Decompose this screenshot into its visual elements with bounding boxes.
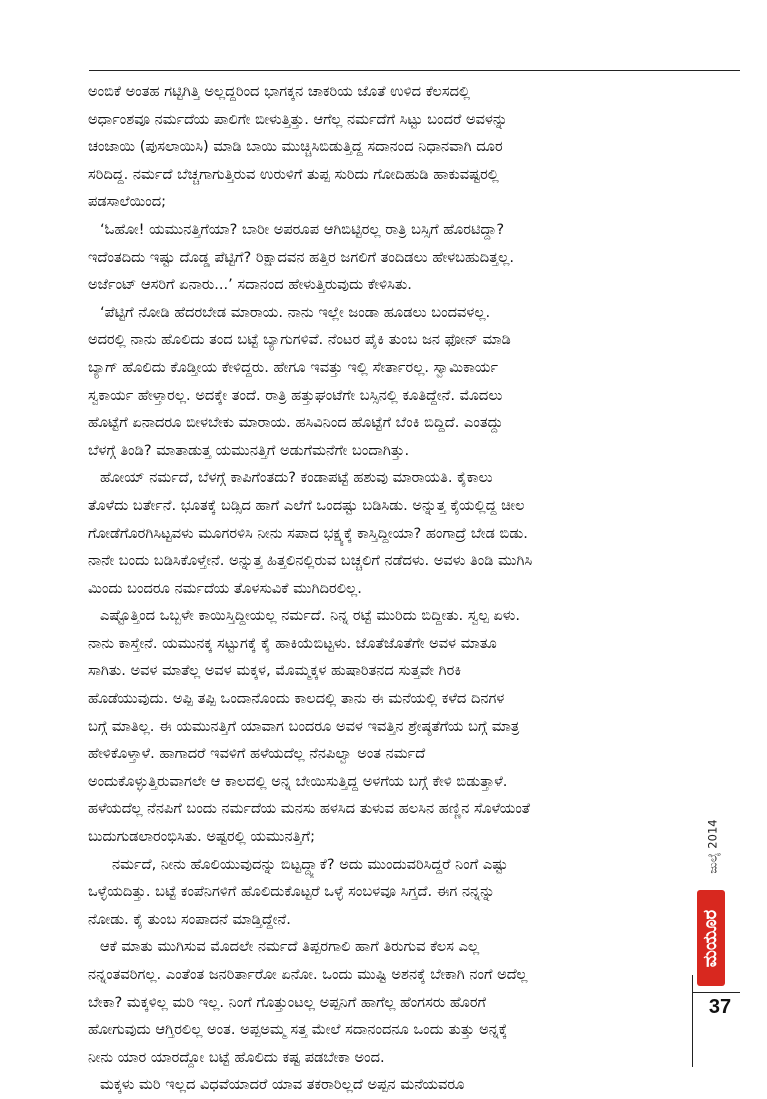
text-line: ಹೊಟ್ಟೆಗೆ ಏನಾದರೂ ಬೀಳಬೇಕು ಮಾರಾಯ. ಹಸಿವಿನಿಂದ ಹೊಟ್ಟೆಗೆ ಬೆಂಕಿ ಬಿದ್ದಿದೆ. ಎಂತದ್ದು <box>88 414 503 432</box>
text-line: ಚಂಜಾಯಿ (ಪುಸಲಾಯಿಸಿ) ಮಾಡಿ ಬಾಯಿ ಮುಚ್ಚಿಸಿಬಿಡುತ್ತಿದ್ದ ಸದಾನಂದ ನಿಧಾನವಾಗಿ ದೂರ <box>88 138 503 156</box>
text-line: ಒಳ್ಳೆಯದಿತ್ತು. ಬಟ್ಟೆ ಕಂಪೆನಿಗಳಿಗೆ ಹೊಲಿದುಕೊಟ್ಟರೆ ಒಳ್ಳೆ ಸಂಬಳವೂ ಸಿಗ್ತದೆ. ಈಗ ನನ್ನನ್ನು <box>88 883 495 901</box>
text-line: ಸ್ವಕಾರ್ಯ ಹೇಳ್ತಾರಲ್ಲ. ಅದಕ್ಕೇ ತಂದೆ. ರಾತ್ರಿ ಹತ್ತುಘಂಟೆಗೇ ಬಸ್ಸಿನಲ್ಲಿ ಕೂತಿದ್ದೇನೆ. ಮೊದಲು <box>88 386 503 404</box>
text-line: ಹೋಗುವುದು ಆಗ್ತಿರಲಿಲ್ಲ ಅಂತ. ಅಪ್ಪಅಮ್ಮ ಸತ್ತ ಮೇಲೆ ಸದಾನಂದನೂ ಒಂದು ತುತ್ತು ಅನ್ನಕ್ಕೆ <box>88 1021 508 1039</box>
text-line: ಹೇಳಿಕೊಳ್ತಾಳೆ. ಹಾಗಾದರೆ ಇವಳಿಗೆ ಹಳೆಯದೆಲ್ಲ ನೆನಪಿಲ್ವಾ ಅಂತ ನರ್ಮದೆ <box>88 745 426 763</box>
text-line: ‘ಓಹೋ! ಯಮುನತ್ತಿಗೆಯಾ? ಬಾರೀ ಅಪರೂಪ ಆಗಿಬಿಟ್ಟಿರಲ್ಲ ರಾತ್ರಿ ಬಸ್ಸಿಗೆ ಹೊರಟಿದ್ದಾ? <box>100 220 505 238</box>
magazine-footer <box>697 800 733 986</box>
text-line: ಗೋಡೆಗೊರಗಿಸಿಟ್ಟವಳು ಮೂಗರಳಿಸಿ ನೀನು ಸಪಾದ ಭಕ್ಷ್ಯಕ್ಕೆ ಕಾಸ್ತಿದ್ದೀಯಾ? ಹಂಗಾದ್ರೆ ಬೇಡ ಬಿಡು. <box>88 524 528 542</box>
text-line: ಸರಿದಿದ್ದ. ನರ್ಮದೆ ಬೆಚ್ಚಗಾಗುತ್ತಿರುವ ಉರುಳಿಗೆ ತುಪ್ಪ ಸುರಿದು ಗೋದಿಹುಡಿ ಹಾಕುವಷ್ಟರಲ್ಲಿ <box>88 165 499 183</box>
text-line: ಮಕ್ಕಳು ಮರಿ ಇಲ್ಲದ ವಿಧವೆಯಾದರೆ ಯಾವ ತಕರಾರಿಲ್ಲದೆ ಅಪ್ಪನ ಮನೆಯವರೂ <box>100 1076 465 1094</box>
text-line: ಇದೆಂತದಿದು ಇಷ್ಟು ದೊಡ್ಡ ಪೆಟ್ಟಿಗೆ? ರಿಕ್ಷಾದವನ ಹತ್ತಿರ ಜಗಲಿಗೆ ತಂದಿಡಲು ಹೇಳಬಹುದಿತ್ತಲ್ಲ. <box>88 248 515 266</box>
issue-date-text: ಜುಲೈ 2014 <box>705 818 720 874</box>
magazine-logo-text: ಮಯೂರ <box>700 909 722 967</box>
text-line: ಹೋಯ್ ನರ್ಮದೆ, ಬೆಳಗ್ಗೆ ಕಾಪಿಗೆಂತದು? ಕಂಡಾಪಟ್ಟೆ ಹಶುವು ಮಾರಾಯತಿ. ಕೈಕಾಲು <box>100 469 493 487</box>
text-line: ನನ್ನಂತವರಿಗಲ್ಲ. ಎಂತೆಂತ ಜನರಿರ್ತಾರೋ ಏನೋ. ಒಂದು ಮುಷ್ಟಿ ಅಶನಕ್ಕೆ ಬೇಕಾಗಿ ನಂಗೆ ಅದೆಲ್ಲ <box>88 966 528 983</box>
text-line: ಎಷ್ಟೊತ್ತಿಂದ ಒಬ್ಬಳೇ ಕಾಯಿಸ್ತಿದ್ದೀಯಲ್ಲ ನರ್ಮದೆ. ನಿನ್ನ ರಟ್ಟೆ ಮುರಿದು ಬಿದ್ದೀತು. ಸ್ವಲ್ಪ ಏಳು. <box>100 607 521 625</box>
text-line: ಮಿಂದು ಬಂದರೂ ನರ್ಮದೆಯ ತೊಳಸುವಿಕೆ ಮುಗಿದಿರಲಿಲ್ಲ. <box>88 579 362 597</box>
text-line: ಅಂಬಿಕೆ ಅಂತಹ ಗಟ್ಟಿಗಿತ್ತಿ ಅಲ್ಲದ್ದರಿಂದ ಭಾಗಕ್ಕನ ಚಾಕರಿಯ ಜೊತೆ ಉಳಿದ ಕೆಲಸದಲ್ಲಿ <box>88 83 471 100</box>
text-line: ಆಕೆ ಮಾತು ಮುಗಿಸುವ ಮೊದಲೇ ನರ್ಮದೆ ತಿಪ್ಪರಗಾಲಿ ಹಾಗೆ ತಿರುಗುವ ಕೆಲಸ ಎಲ್ಲ <box>100 938 480 956</box>
text-line: ಅಂದುಕೊಳ್ಳುತ್ತಿರುವಾಗಲೇ ಆ ಕಾಲದಲ್ಲಿ ಅನ್ನ ಬೇಯಿಸುತ್ತಿದ್ದ ಅಳಗೆಯ ಬಗ್ಗೆ ಕೇಳಿ ಬಿಡುತ್ತಾಳೆ. <box>88 772 508 790</box>
footer-vertical-rule <box>692 975 693 1067</box>
text-line: ಬ್ಯಾಗ್ ಹೊಲಿದು ಕೊಡ್ತೀಯ ಕೇಳಿದ್ದರು. ಹೇಗೂ ಇವತ್ತು ಇಲ್ಲಿ ಸೇರ್ತಾರಲ್ಲ. ಸ್ವಾಮಿಕಾರ್ಯ <box>88 358 499 376</box>
text-line: ಸಾಗಿತು. ಅವಳ ಮಾತೆಲ್ಲ ಅವಳ ಮಕ್ಕಳ, ಮೊಮ್ಮಕ್ಕಳ ಹುಷಾರಿತನದ ಸುತ್ತವೇ ಗಿರಕಿ <box>88 662 462 680</box>
text-line: ‘ಪೆಟ್ಟಿಗೆ ನೋಡಿ ಹೆದರಬೇಡ ಮಾರಾಯ. ನಾನು ಇಲ್ಲೇ ಜಂಡಾ ಹೂಡಲು ಬಂದವಳಲ್ಲ. <box>100 303 491 321</box>
text-line: ಬೆಳಗ್ಗೆ ತಿಂಡಿ? ಮಾತಾಡುತ್ತ ಯಮುನತ್ತಿಗೆ ಅಡುಗೆಮನೆಗೇ ಬಂದಾಗಿತ್ತು. <box>88 441 410 459</box>
page-number: 37 <box>708 996 732 1018</box>
text-line: ಅರ್ಧಾಂಶವೂ ನರ್ಮದೆಯ ಪಾಲಿಗೇ ಬೀಳುತ್ತಿತ್ತು. ಆಗೆಲ್ಲ ನರ್ಮದೆಗೆ ಸಿಟ್ಟು ಬಂದರೆ ಅವಳನ್ನು <box>88 110 508 128</box>
issue-date <box>703 804 723 888</box>
text-line: ಹೊಡೆಯುವುದು. ಅಪ್ಪಿ ತಪ್ಪಿ ಒಂದಾನೊಂದು ಕಾಲದಲ್ಲಿ ತಾನು ಈ ಮನೆಯಲ್ಲಿ ಕಳೆದ ದಿನಗಳ <box>88 690 505 708</box>
text-line: ಬಗ್ಗೆ ಮಾತಿಲ್ಲ. ಈ ಯಮುನತ್ತಿಗೆ ಯಾವಾಗ ಬಂದರೂ ಅವಳ ಇವತ್ತಿನ ಶ್ರೇಷ್ಠತೆಗೆಯ ಬಗ್ಗೆ ಮಾತ್ರ <box>88 717 520 735</box>
footer-horizontal-rule <box>692 992 740 993</box>
text-line: ಬುದುಗುಡಲಾರಂಭಿಸಿತು. ಅಷ್ಟರಲ್ಲಿ ಯಮುನತ್ತಿಗೆ; <box>88 828 316 846</box>
magazine-logo <box>697 890 725 986</box>
text-line: ನರ್ಮದೆ, ನೀನು ಹೊಲಿಯುವುದನ್ನು ಬಿಟ್ಟದ್ದ್ಯಾಕೆ? ಅದು ಮುಂದುವರಿಸಿದ್ದರೆ ನಿಂಗೆ ಎಷ್ಟು <box>112 855 508 873</box>
text-line: ಹಳೆಯದೆಲ್ಲ ನೆನಪಿಗೆ ಬಂದು ನರ್ಮದೆಯ ಮನಸು ಹಳಸಿದ ತುಳುವ ಹಲಸಿನ ಹಣ್ಣಿನ ಸೊಳೆಯಂತೆ <box>88 800 531 818</box>
text-line: ತೊಳೆದು ಬರ್ತೇನೆ. ಭೂತಕ್ಕೆ ಬಡ್ಸಿದ ಹಾಗೆ ಎಲೆಗೆ ಒಂದಷ್ಟು ಬಡಿಸಿಡು. ಅನ್ನುತ್ತ ಕೈಯಲ್ಲಿದ್ದ ಚೀಲ <box>88 496 525 514</box>
top-rule <box>89 70 740 71</box>
story-text-column <box>88 78 686 1099</box>
text-line: ನಾನೇ ಬಂದು ಬಡಿಸಿಕೊಳ್ತೇನೆ. ಅನ್ನುತ್ತ ಹಿತ್ತಲಿನಲ್ಲಿರುವ ಬಚ್ಚಲಿಗೆ ನಡೆದಳು. ಅವಳು ತಿಂಡಿ ಮುಗಿಸಿ <box>88 552 533 570</box>
text-line: ನೋಡು. ಕೈ ತುಂಬ ಸಂಪಾದನೆ ಮಾಡ್ತಿದ್ದೇನೆ. <box>88 910 291 928</box>
text-line: ಅರ್ಜೆಂಟ್ ಆಸರಿಗೆ ಏನಾರು...’ ಸದಾನಂದ ಹೇಳುತ್ತಿರುವುದು ಕೇಳಿಸಿತು. <box>88 276 412 294</box>
text-line: ಅದರಲ್ಲಿ ನಾನು ಹೊಲಿದು ತಂದ ಬಟ್ಟೆ ಬ್ಯಾಗುಗಳಿವೆ. ನೆಂಟರ ಪೈಕಿ ತುಂಬ ಜನ ಫೋನ್ ಮಾಡಿ <box>88 331 511 349</box>
text-line: ನೀನು ಯಾರ ಯಾರದ್ದೋ ಬಟ್ಟೆ ಹೊಲಿದು ಕಷ್ಟ ಪಡಬೇಕಾ ಅಂದ. <box>88 1048 385 1066</box>
text-line: ನಾನು ಕಾಸ್ತೇನೆ. ಯಮುನಕ್ಕ ಸಟ್ಟುಗಕ್ಕೆ ಕೈ ಹಾಕಿಯೆಬಿಟ್ಟಳು. ಜೊತೆಜೊತೆಗೇ ಅವಳ ಮಾತೂ <box>88 634 497 652</box>
text-line: ಬೇಕಾ? ಮಕ್ಕಳಿಲ್ಲ ಮರಿ ಇಲ್ಲ. ನಿಂಗೆ ಗೊತ್ತುಂಟಲ್ಲ ಅಪ್ಪನಿಗೆ ಹಾಗೆಲ್ಲ ಹೆಂಗಸರು ಹೊರಗೆ <box>88 993 487 1011</box>
text-line: ಪಡಸಾಲೆಯಿಂದ; <box>88 193 167 211</box>
